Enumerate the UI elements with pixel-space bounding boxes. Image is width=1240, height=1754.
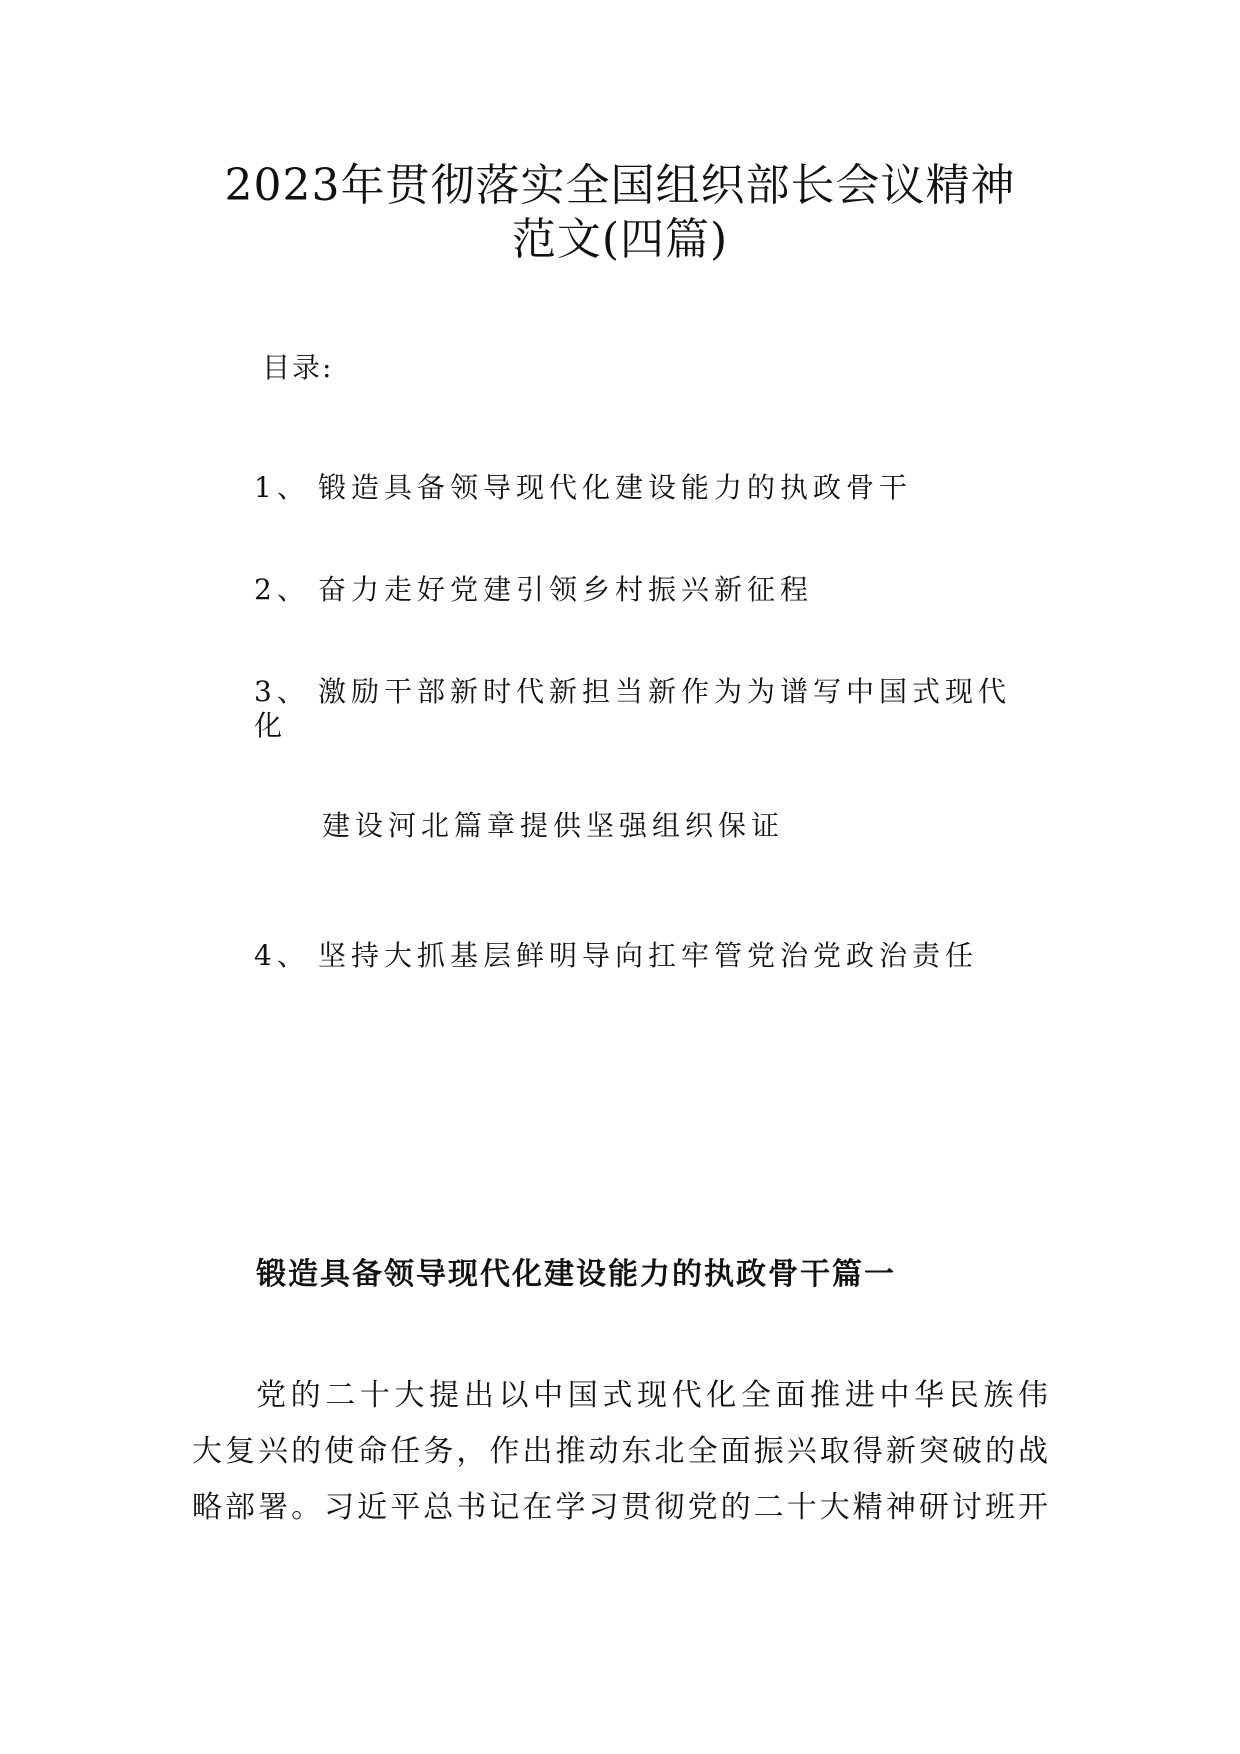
- toc-label: 目录:: [262, 351, 334, 384]
- toc-item-text: 激励干部新时代新担当新作为为谱写中国式现代: [318, 675, 1012, 708]
- toc-item-number: 1、: [254, 471, 310, 504]
- toc-item-wrap: 化: [254, 709, 288, 742]
- document-title-line-2: 范文(四篇): [511, 214, 729, 265]
- toc-item-number: 2、: [254, 573, 310, 606]
- toc-item-number: 3、: [254, 675, 310, 708]
- body-text-line: 党的二十大提出以中国式现代化全面推进中华民族伟: [256, 1378, 1048, 1413]
- toc-item-text: 锻造具备领导现代化建设能力的执政骨干: [318, 471, 913, 504]
- toc-item-text: 坚持大抓基层鲜明导向扛牢管党治党政治责任: [318, 939, 979, 972]
- document-title-line-1: 2023年贯彻落实全国组织部长会议精神: [224, 160, 1016, 211]
- body-text-line: 略部署。习近平总书记在学习贯彻党的二十大精神研讨班开: [192, 1490, 1048, 1525]
- toc-item-text: 奋力走好党建引领乡村振兴新征程: [318, 573, 814, 606]
- toc-item-continuation: 建设河北篇章提供坚强组织保证: [322, 809, 785, 842]
- toc-item-number: 4、: [254, 939, 310, 972]
- body-text-line: 大复兴的使命任务，作出推动东北全面振兴取得新突破的战: [192, 1434, 1048, 1469]
- section-heading: 锻造具备领导现代化建设能力的执政骨干篇一: [256, 1257, 896, 1292]
